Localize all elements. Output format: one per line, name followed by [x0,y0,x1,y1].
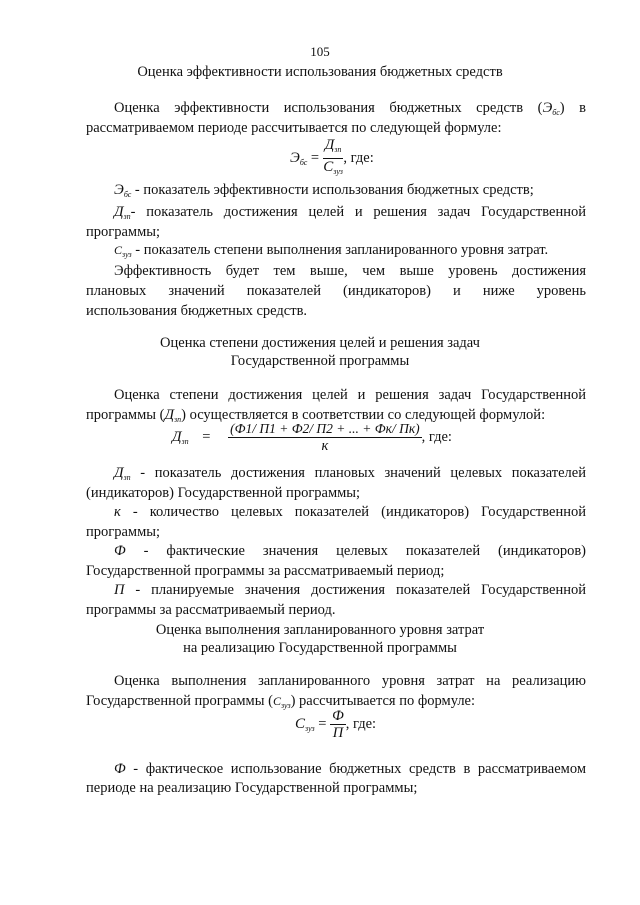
section2-def2: к - количество целевых показателей (индикаторов) Государственной [114,504,586,520]
section2-def3-cont: Государственной программы за рассматриваемый период; [86,563,445,579]
section2-def2-cont: программы; [86,524,161,540]
fraction: $\frac{Ф}{П}$ [332,708,344,741]
section3-title-line2: на реализацию Государственной программы [183,640,457,656]
section2-def4: П - планируемые значения достижения показателей Государственной [114,582,586,598]
section1-intro-line2: рассматриваемом периоде рассчитывается по следующей формуле: [86,120,502,136]
section2-title-line1: Оценка степени достижения целей и решения задач [160,335,480,351]
section2-def4-cont: программы за рассматриваемый период. [86,602,336,618]
page-number: 105 [310,44,330,59]
section3-intro-line2: Государственной программы $(С_{зуз})$ рассчитывается по формуле: [86,693,476,710]
section3-def1: Ф - фактическое использование бюджетных средств в рассматриваемом [114,761,586,777]
section3-def1-cont: периоде на реализацию Государственной программы; [86,780,418,796]
section1-def2-cont: программы; [86,224,161,240]
section3-intro-line1: Оценка выполнения запланированного уровня затрат на реализацию [114,673,586,689]
section2-def1-cont: (индикаторов) Государственной программы; [86,485,361,501]
section3-title-line1: Оценка выполнения запланированного уровня затрат [155,622,485,638]
section1-def1: $Э_{бс}$ - показатель эффективности использования бюджетных средств; [114,182,534,199]
section2-def1: $Д_{зп}$ - показатель достижения плановых значений целевых показателей [114,465,586,482]
section1-title: Оценка эффективности использования бюджетных средств [137,64,503,80]
section1-eff-line2: плановых значений показателей (индикаторов) и ниже уровень [86,283,586,299]
section1-def3: $С_{зуз}$ - показатель степени выполнения запланированного уровня затрат. [114,242,549,259]
fraction: $\frac{Д_{зп}}{С_{зуз}}$ [323,137,343,176]
section2-formula: $Д_{зп}$ = $\frac{(Ф1/ П1 + Ф2/ П2 + ... + Фк/ Пк)}{к}$ , где: [172,421,452,454]
section2-def3: Ф - фактические значения целевых показателей (индикаторов) [114,543,586,559]
section2-title-line2: Государственной программы [230,353,410,369]
section1-eff-line1: Эффективность будет тем выше, чем выше уровень достижения [114,263,586,279]
section2-intro-line2: программы $(Д_{зп})$ осуществляется в соответствии со следующей формулой: [86,407,546,424]
section1-def2: $Д_{зп}-$ показатель достижения целей и решения задач Государственной [114,204,586,221]
section1-formula: $Э_{бс}$ = $\frac{Д_{зп}}{С_{зуз}}$ , где: [290,137,374,180]
section3-formula: $С_{зуз}$ = $\frac{Ф}{П}$ , где: [295,708,377,741]
section1-eff-line3: использования бюджетных средств. [86,303,308,319]
section2-intro-line1: Оценка степени достижения целей и решения задач Государственной [114,387,586,403]
section1-intro-line1: Оценка эффективности использования бюджетных средств $(Э_{бс})$ в [114,100,586,117]
fraction: $\frac{(Ф1/ П1 + Ф2/ П2 + ... + Фк/ Пк)}{к}$ [230,421,420,454]
